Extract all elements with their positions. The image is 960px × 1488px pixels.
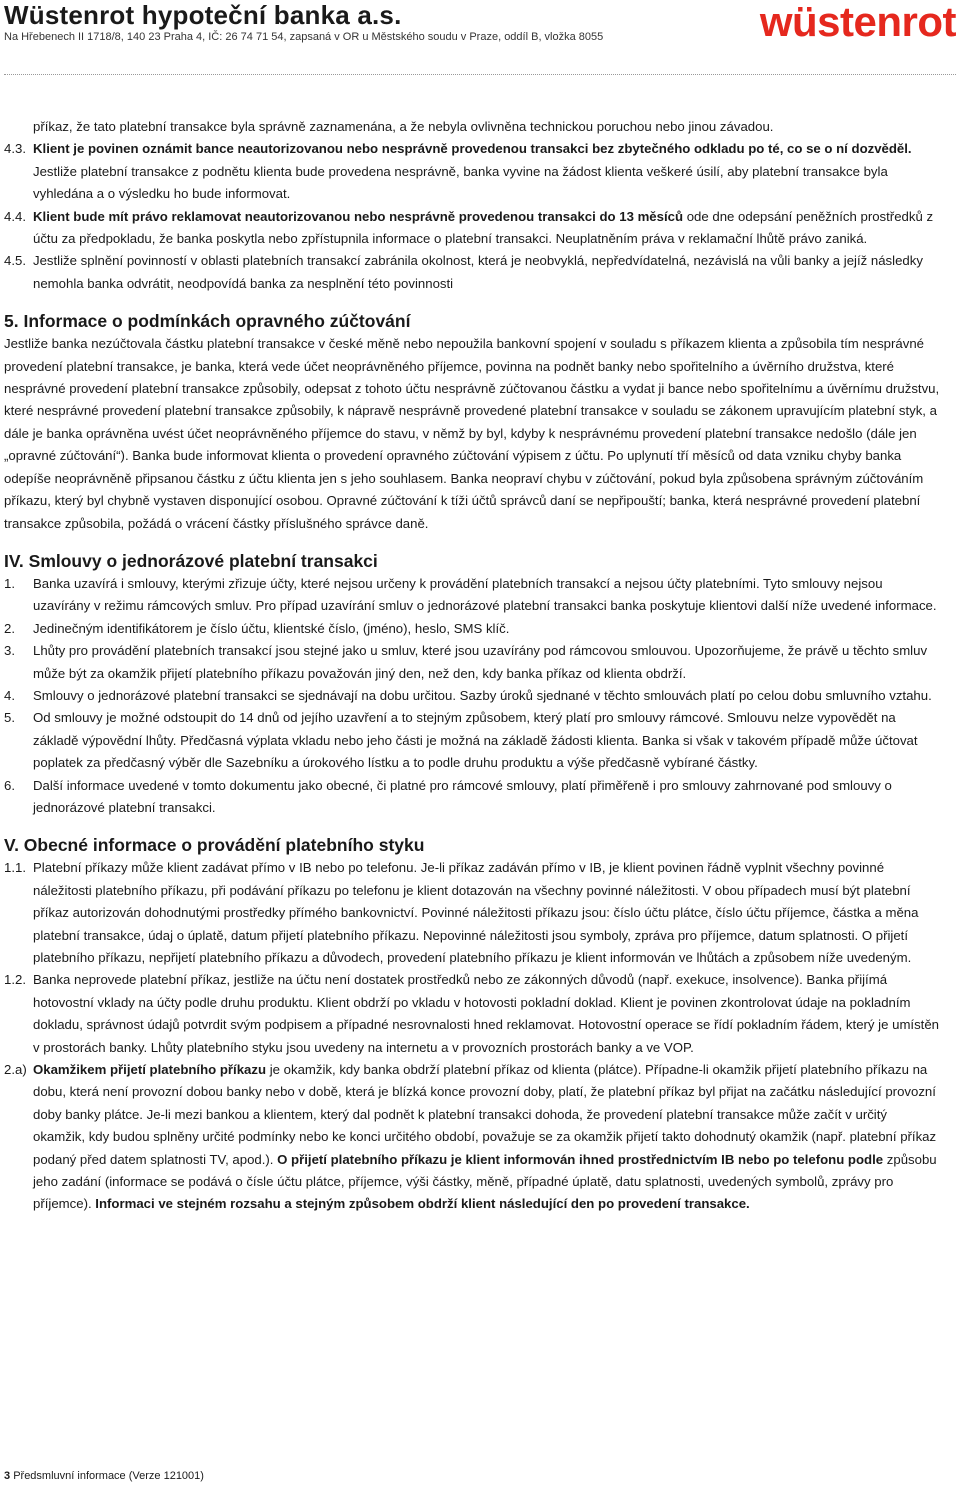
paragraph-text: je okamžik, kdy banka obdrží platební příkaz od klienta (plátce). Případne-li okamžik přijetí platebního příkazu na dobu, která není provozní dobou banky nebo v době, která je blízká konce provozní doby, platí, že platební příkaz byl přijat na začátku následující provozní doby banky plátce. Je-li mezi bankou a klientem, který dal podnět k platební transakci dohoda, že provedení platební transakce může začít v určitý okamžik, kdy budou splněny určité podmínky nebo ke konci určitého období, považuje se za okamžik přijetí takto dohodnutý okamžik (např. platební příkaz podaný před datem splatnosti TV, apod.).	[33, 1062, 937, 1167]
paragraph-text: ode dne odepsání peněžních prostředků z účtu za předpokladu, že banka poskytla nebo zpřístupnila informace o platební transakci. Neuplatněním práva v reklamační lhůtě právo zaniká.	[33, 208, 934, 247]
header-divider	[4, 74, 956, 75]
item-text: Smlouvy o jednorázové platební transakci se sjednávají na dobu určitou. Sazby úroků sjednané v těchto smlouvách platí po celou dobu smluvního vztahu.	[33, 687, 932, 703]
paragraph-number: 1.1.	[4, 860, 26, 876]
paragraph-number: 2.a)	[4, 1062, 27, 1078]
paragraph-bold-text: Okamžikem přijetí platebního příkazu	[33, 1062, 267, 1078]
company-address: Na Hřebenech II 1718/8, 140 23 Praha 4, IČ: 26 74 71 54, zapsaná v OR u Městského soudu v Praze, oddíl B, vložka 8055	[4, 31, 604, 43]
section-heading-V: V. Obecné informace o provádění platebního styku	[4, 835, 425, 856]
item-text: Lhůty pro provádění platebních transakcí jsou stejné jako u smluv, které jsou uzavírány pod rámcovou smlouvou. Upozorňujeme, že právě u těchto smluv může být za okamžik přijetí platebního příkazu považován jiný den, než den, kdy banka příkaz od klienta obdrží.	[33, 643, 928, 681]
paragraph-1-2	[0, 969, 960, 1059]
page-footer	[4, 1470, 204, 1482]
list-item	[0, 775, 960, 820]
section-5-text: Jestliže banka nezúčtovala částku platební transakce v české měně nebo nepoužila bankovní spojení v souladu s příkazem klienta a způsobila tím nesprávné provedení platební transakce, je banka, která vede účet neoprávněného příjemce, povinna na podnět banky nebo spořitelního a úvěrního družstva, které nesprávné provedení platební transakce způsobily, odepsat z tohoto účtu nesprávně zúčtovanou částku a vydat ji bance nebo spořitelnímu a úvěrnímu družstvu, které nesprávné provedení platební transakce způsobily, k nápravě nesprávně provedené platební transakce v souladu se zákonem upravujícím platební styk, a dále je banka oprávněna uvést účet neoprávněného příjemce do stavu, v němž by byl, kdyby k nesprávnému provedení platební transakce nedošlo (dále jen „opravné zúčtování“). Banka bude informovat klienta o provedení opravného zúčtování výpisem z účtu. Po uplynutí tří měsíců od data vzniku chyby banka odepíše neoprávněně připsanou částku z účtu klienta jen s jeho souhlasem. Banka neopraví chybu v zúčtování, pokud byla způsobena správným zúčtováním příkazu, který byl chybně vystaven disponující osobou. Opravné zúčtování k tíži účtů správců daní se nepřipouští; banka, která nesprávné provedení platební transakce způsobila, požádá o vrácení částky příslušného správce daně.	[4, 336, 940, 531]
item-number: 6.	[4, 777, 15, 793]
section-heading-5: 5. Informace o podmínkách opravného zúčtování	[4, 311, 411, 332]
company-title: Wüstenrot hypoteční banka a.s.	[4, 0, 402, 30]
paragraph-number: 1.2.	[4, 972, 26, 988]
list-item	[0, 640, 960, 685]
paragraph-text: Banka neprovede platební příkaz, jestliže na účtu není dostatek prostředků nebo ze zákonných důvodů (např. exekuce, insolvence). Banka přijímá hotovostní vklady na účty podle druhu produktu. Klient obdrží po vkladu v hotovosti pokladní doklad. Klient je povinen zkontrolovat údaje na pokladním dokladu, správnost údajů potvrdit svým podpisem a případné nesrovnalosti hned reklamovat. Hotovostní operace se řídí pokladním řádem, který je umístěn v prostorách banky. Lhůty platebního styku jsou uvedeny na internetu a v provozních prostorách banky a ve VOP.	[33, 972, 940, 1055]
document-body	[0, 116, 960, 1216]
item-number: 3.	[4, 643, 15, 659]
item-text: Další informace uvedené v tomto dokumentu jako obecné, či platné pro rámcové smlouvy, platí přiměřeně i pro smlouvy zahrnované pod smlouvy o jednorázové platební transakci.	[33, 777, 892, 815]
paragraph-4-3-continuation	[0, 116, 960, 138]
wustenrot-logo: wüstenrot	[759, 0, 956, 45]
paragraph-bold-text: Klient je povinen oznámit bance neautorizovanou nebo nesprávně provedenou transakci bez zbytečného odkladu po té, co se o ní dozvěděl.	[33, 141, 912, 157]
paragraph-text: Jestliže splnění povinností v oblasti platebních transakcí zabránila okolnost, která je neobvyklá, nepředvídatelná, nezávislá na vůli banky a jejíž následky nemohla banka odvrátit, neodpovídá banka za nesplnění této povinnosti	[33, 253, 923, 291]
paragraph-number: 4.4.	[4, 208, 26, 224]
list-item	[0, 707, 960, 774]
paragraph-bold-text: Informaci ve stejném rozsahu a stejným způsobem obdrží klient následující den po provedení transakce.	[95, 1196, 750, 1212]
paragraph-text: příkaz, že tato platební transakce byla správně zaznamenána, a že nebyla ovlivněna technickou poruchou nebo jinou závadou.	[33, 119, 774, 134]
paragraph-4-5	[0, 250, 960, 295]
page-header	[0, 0, 960, 70]
section-heading-IV: IV. Smlouvy o jednorázové platební transakci	[4, 550, 378, 571]
item-number: 5.	[4, 710, 15, 726]
item-number: 4.	[4, 687, 15, 703]
paragraph-4-4	[0, 206, 960, 251]
item-text: Banka uzavírá i smlouvy, kterými zřizuje účty, které nejsou určeny k provádění platebních transakcí a nejsou účty platebními. Tyto smlouvy nejsou uzavírány v režimu rámcových smluv. Pro případ uzavírání smluv o jednorázové platební transakci banka poskytuje klientovi další níže uvedené informace.	[33, 575, 937, 614]
item-text: Jedinečným identifikátorem je číslo účtu, klientské číslo, (jméno), heslo, SMS klíč.	[33, 620, 510, 636]
paragraph-text: Jestliže platební transakce z podnětu klienta bude provedena nesprávně, banka vyvine na žádost klienta veškeré úsilí, aby platební transakce byla vyhledána a o výsledku ho bude informovat.	[33, 163, 888, 202]
item-number: 1.	[4, 575, 15, 591]
footer-text: Předsmluvní informace (Verze 121001)	[13, 1470, 204, 1482]
list-item	[0, 685, 960, 707]
item-number: 2.	[4, 620, 15, 636]
paragraph-number: 4.5.	[4, 253, 26, 269]
list-item	[0, 618, 960, 640]
paragraph-text: Platební příkazy může klient zadávat přímo v IB nebo po telefonu. Je-li příkaz zadáván přímo v IB, je klient povinen řádně vyplnit všechny povinné náležitosti platebního příkazu, při podávání příkazu po telefonu je klient dotazován na všechny povinné náležitosti. V obou případech musí být platební příkaz autorizován dohodnutými prostředky přímého bankovnictví. Povinné náležitosti příkazu jsou: číslo účtu plátce, číslo účtu příjemce, částka a měna platební transakce, údaj o úplatě, datum přijetí platebního příkazu. Nepovinné náležitosti jsou symboly, zpráva pro příjemce, datum splatnosti. O přijetí platebního příkazu, nepřijetí platebního příkazu a důvodech, provedení platebního příkazu je klient informován ve lhůtách a způsobem níže uvedeným.	[33, 860, 919, 965]
paragraph-bold-text: O přijetí platebního příkazu je klient informován ihned prostřednictvím IB nebo po telefonu podle	[277, 1151, 884, 1167]
paragraph-4-3	[0, 138, 960, 205]
paragraph-text: způsobu jeho zadání (informace se podává o čísle účtu plátce, příjemce, výši částky, měně, případné úplatě, datu splatnosti, uvedených symbolů, zprávy pro příjemce).	[33, 1151, 937, 1212]
page-number: 3	[4, 1470, 11, 1482]
paragraph-bold-text: Klient bude mít právo reklamovat neautorizovanou nebo nesprávně provedenou transakci do 13 měsíců	[33, 208, 684, 224]
item-text: Od smlouvy je možné odstoupit do 14 dnů od jejího uzavření a to stejným způsobem, který platí pro smlouvy rámcové. Smlouvu nelze vypovědět na základě výpovědní lhůty. Předčasná výplata vkladu nebo jeho části je možná na základě žádosti klienta. Banka si však v takovém případě může účtovat poplatek za předčasný výběr dle Sazebníku a úrokového lístku a to podle druhu produktu a výše předčasně vybírané částky.	[33, 710, 918, 771]
paragraph-2a	[0, 1059, 960, 1216]
paragraph-number: 4.3.	[4, 141, 26, 157]
list-item	[0, 573, 960, 618]
paragraph-1-1	[0, 857, 960, 969]
